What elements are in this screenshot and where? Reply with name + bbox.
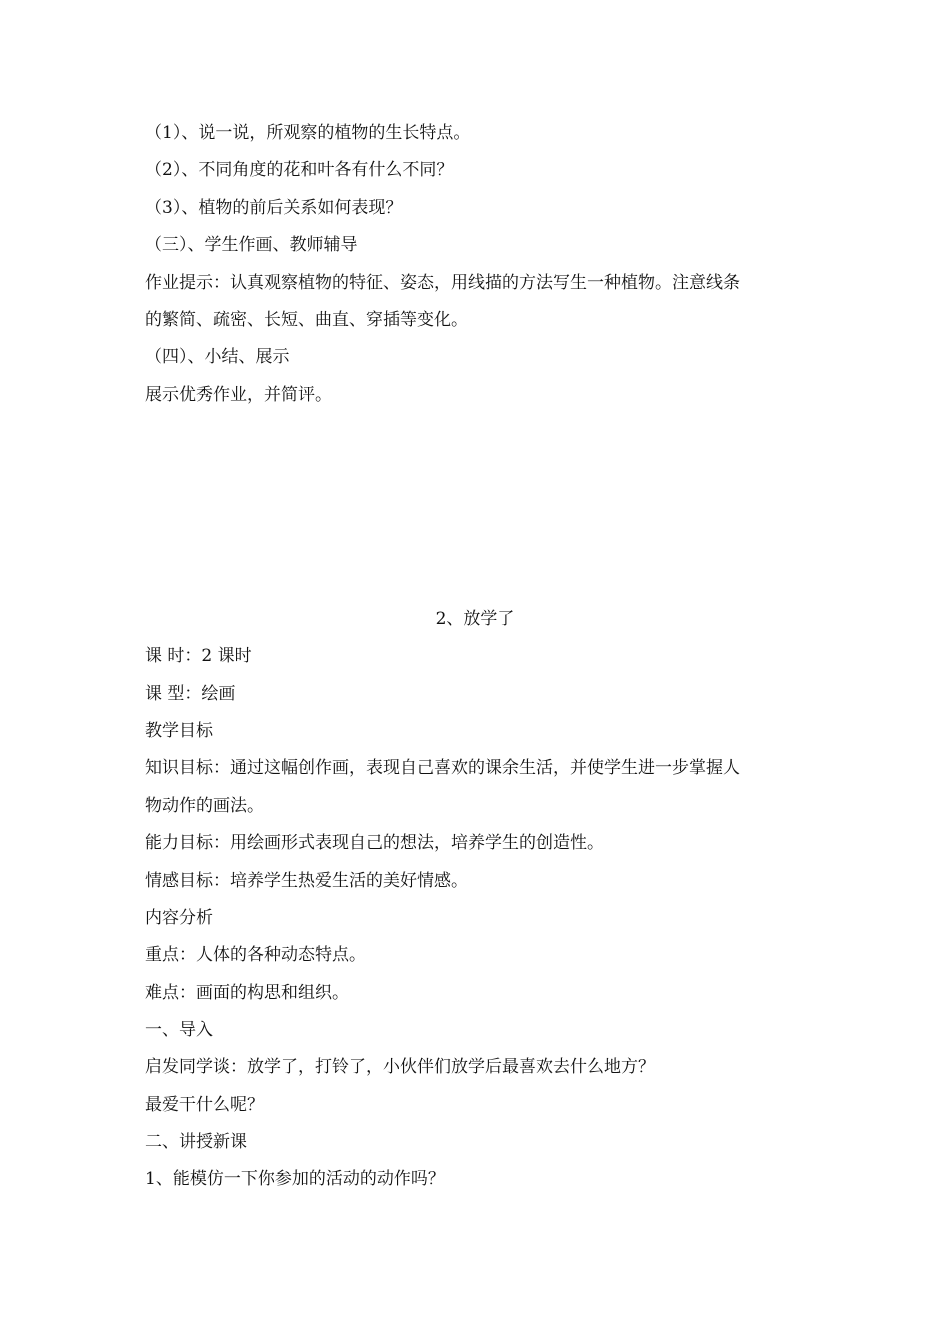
new-lesson-item-1: 1、能模仿一下你参加的活动的动作吗？ xyxy=(145,1169,445,1189)
class-type: 课 型：绘画 xyxy=(145,684,236,704)
knowledge-goal-line-1: 知识目标：通过这幅创作画，表现自己喜欢的课余生活，并使学生进一步掌握人 xyxy=(145,758,740,778)
observation-question-1: （1）、说一说，所观察的植物的生长特点。 xyxy=(145,123,471,143)
intro-line-2: 最爱干什么呢？ xyxy=(145,1095,264,1115)
key-point: 重点：人体的各种动态特点。 xyxy=(145,945,366,965)
intro-line-1: 启发同学谈：放学了，打铃了，小伙伴们放学后最喜欢去什么地方？ xyxy=(145,1057,655,1077)
observation-question-3: （3）、植物的前后关系如何表现？ xyxy=(145,198,403,218)
intro-heading: 一、导入 xyxy=(145,1020,213,1040)
content-heading: 内容分析 xyxy=(145,908,213,928)
lesson-title: 2、放学了 xyxy=(435,609,515,629)
difficulty: 难点：画面的构思和组织。 xyxy=(145,983,349,1003)
homework-tip-line-2: 的繁简、疏密、长短、曲直、穿插等变化。 xyxy=(145,310,468,330)
ability-goal: 能力目标：用绘画形式表现自己的想法，培养学生的创造性。 xyxy=(145,833,604,853)
goals-heading: 教学目标 xyxy=(145,721,213,741)
observation-question-2: （2）、不同角度的花和叶各有什么不同？ xyxy=(145,160,454,180)
emotion-goal: 情感目标：培养学生热爱生活的美好情感。 xyxy=(145,871,468,891)
step-heading-drawing: （三）、学生作画、教师辅导 xyxy=(145,235,358,255)
summary-text: 展示优秀作业，并简评。 xyxy=(145,385,332,405)
homework-tip-line-1: 作业提示：认真观察植物的特征、姿态，用线描的方法写生一种植物。注意线条 xyxy=(145,273,740,293)
step-heading-summary: （四）、小结、展示 xyxy=(145,347,290,367)
new-lesson-heading: 二、讲授新课 xyxy=(145,1132,247,1152)
class-hours: 课 时：2 课时 xyxy=(145,646,252,666)
knowledge-goal-line-2: 物动作的画法。 xyxy=(145,796,264,816)
